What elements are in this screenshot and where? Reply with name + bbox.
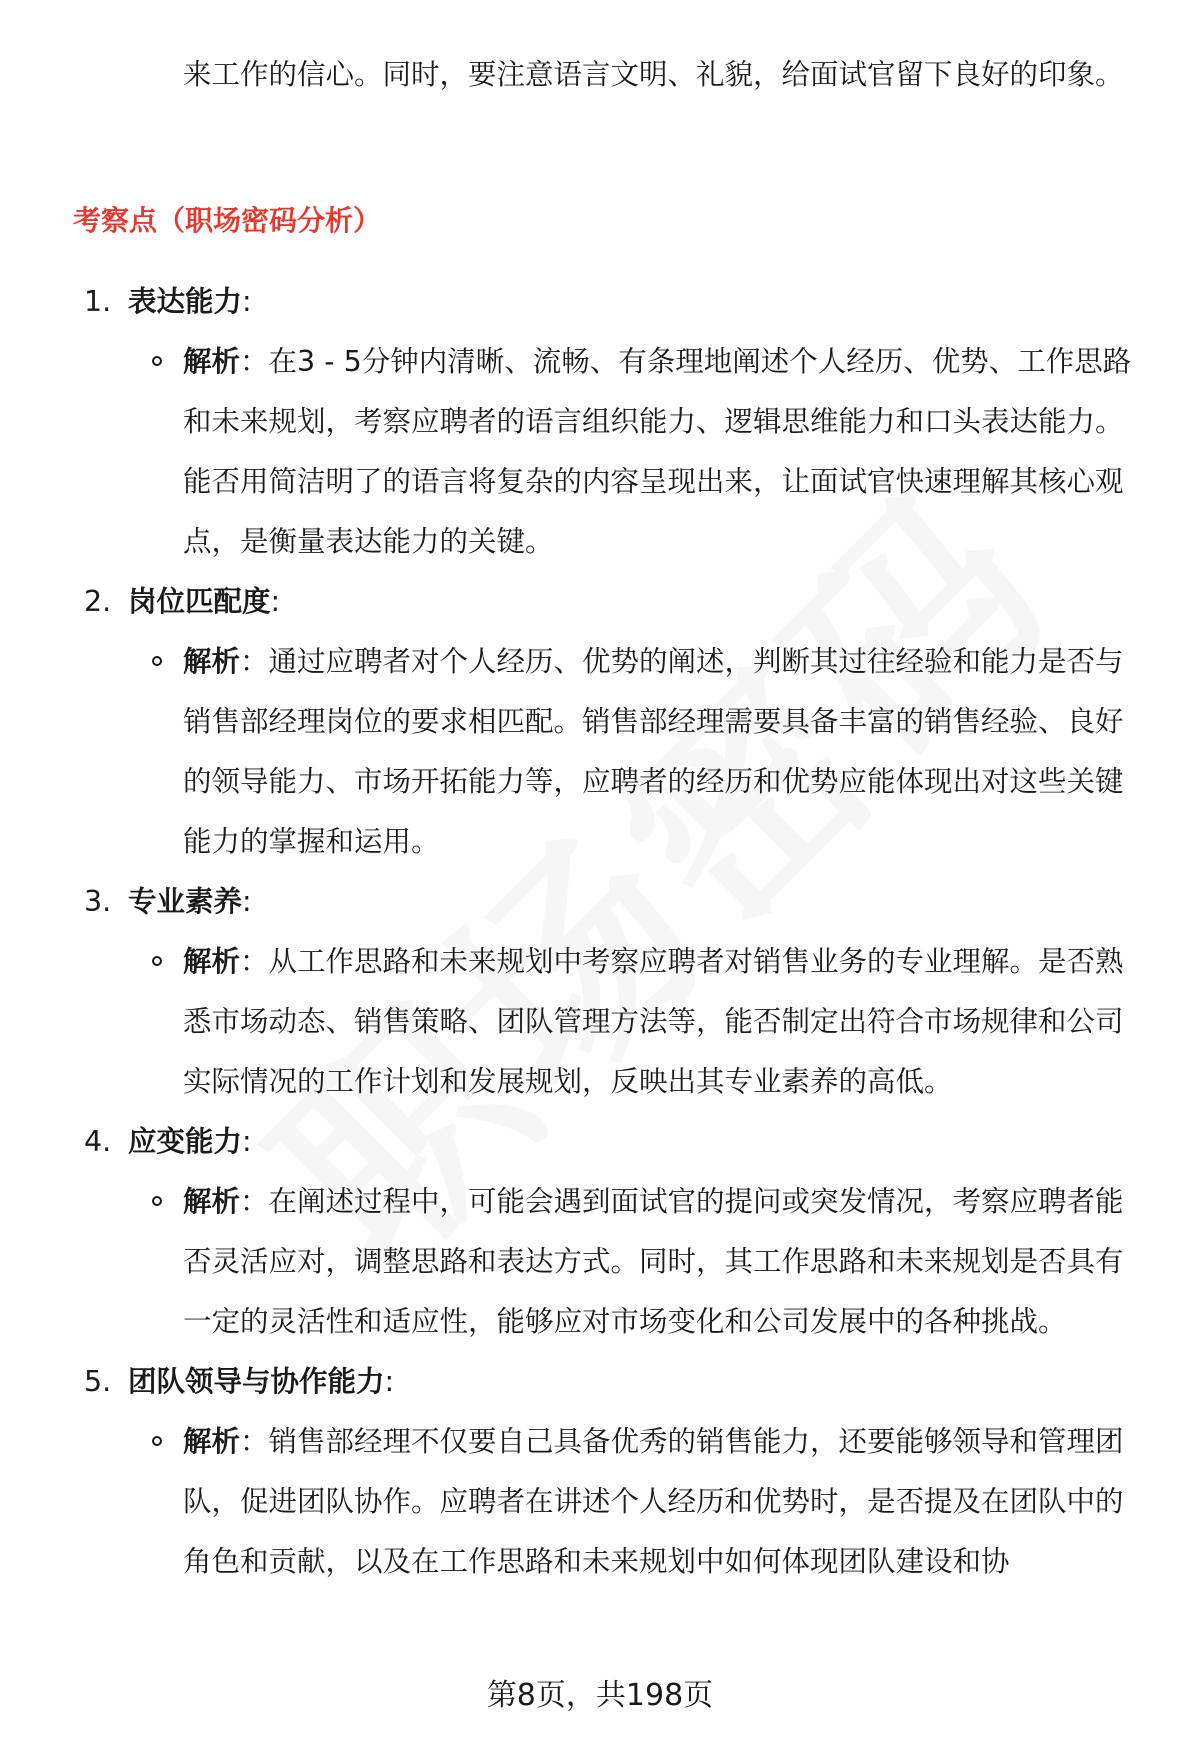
analysis-separator: ：	[240, 945, 269, 978]
point-colon: :	[242, 1125, 252, 1158]
point-number: 4.	[84, 1125, 112, 1158]
point-number: 1.	[84, 285, 112, 318]
analysis-label: 解析	[183, 1425, 241, 1458]
analysis-paragraph	[0, 1172, 1143, 1352]
analysis-label: 解析	[183, 1185, 241, 1218]
circle-bullet-icon	[152, 656, 162, 666]
point-heading	[0, 272, 1200, 332]
point-number: 2.	[84, 585, 112, 618]
circle-bullet-icon	[152, 1436, 162, 1446]
point-title: 表达能力	[128, 285, 243, 318]
analysis-paragraph	[0, 332, 1143, 572]
section-title: 考察点（职场密码分析）	[73, 204, 382, 237]
list-item	[0, 272, 1200, 572]
analysis-separator: ：	[240, 345, 269, 378]
analysis-separator: ：	[240, 1425, 269, 1458]
point-colon: :	[242, 285, 252, 318]
point-colon: :	[384, 1365, 395, 1398]
analysis-separator: ：	[240, 1185, 269, 1218]
point-title: 岗位匹配度	[128, 585, 271, 618]
point-heading	[0, 1352, 1200, 1412]
analysis-text: 在3 - 5分钟内清晰、流畅、有条理地阐述个人经历、优势、工作思路和未来规划，考察应聘者的语言组织能力、逻辑思维能力和口头表达能力。能否用简洁明了的语言将复杂的内容呈现出来，让面试官快速理解其核心观点，是衡量表达能力的关键。	[183, 345, 1132, 558]
analysis-text: 从工作思路和未来规划中考察应聘者对销售业务的专业理解。是否熟悉市场动态、销售策略、团队管理方法等，能否制定出符合市场规律和公司实际情况的工作计划和发展规划，反映出其专业素养的高低。	[183, 945, 1124, 1098]
assessment-points-list	[0, 272, 1200, 1592]
point-title: 团队领导与协作能力	[128, 1365, 385, 1398]
point-heading	[0, 572, 1200, 632]
circle-bullet-icon	[152, 356, 162, 366]
analysis-paragraph	[0, 932, 1143, 1112]
analysis-separator: ：	[240, 645, 269, 678]
list-item	[0, 872, 1200, 1112]
analysis-label: 解析	[183, 645, 241, 678]
point-colon: :	[270, 585, 281, 618]
point-title: 专业素养	[128, 885, 243, 918]
analysis-label: 解析	[183, 345, 241, 378]
analysis-paragraph	[0, 632, 1143, 872]
analysis-label: 解析	[183, 945, 241, 978]
page-number-footer: 第8页，共198页	[486, 1678, 714, 1713]
list-item	[0, 572, 1200, 872]
analysis-text: 在阐述过程中，可能会遇到面试官的提问或突发情况，考察应聘者能否灵活应对，调整思路和表达方式。同时，其工作思路和未来规划是否具有一定的灵活性和适应性，能够应对市场变化和公司发展中的各种挑战。	[183, 1185, 1124, 1338]
point-number: 3.	[84, 885, 112, 918]
point-heading	[0, 872, 1200, 932]
analysis-text: 通过应聘者对个人经历、优势的阐述，判断其过往经验和能力是否与销售部经理岗位的要求相匹配。销售部经理需要具备丰富的销售经验、良好的领导能力、市场开拓能力等，应聘者的经历和优势应能体现出对这些关键能力的掌握和运用。	[183, 645, 1124, 858]
list-item	[0, 1112, 1200, 1352]
circle-bullet-icon	[152, 956, 162, 966]
analysis-paragraph	[0, 1412, 1143, 1592]
point-heading	[0, 1112, 1200, 1172]
point-number: 5.	[84, 1365, 112, 1398]
point-title: 应变能力	[128, 1125, 243, 1158]
intro-paragraph: 来工作的信心。同时，要注意语言文明、礼貌，给面试官留下良好的印象。	[183, 58, 1124, 91]
list-item	[0, 1352, 1200, 1592]
analysis-text: 销售部经理不仅要自己具备优秀的销售能力，还要能够领导和管理团队，促进团队协作。应聘者在讲述个人经历和优势时，是否提及在团队中的角色和贡献，以及在工作思路和未来规划中如何体现团队建设和协	[183, 1425, 1124, 1578]
point-colon: :	[242, 885, 252, 918]
circle-bullet-icon	[152, 1196, 162, 1206]
